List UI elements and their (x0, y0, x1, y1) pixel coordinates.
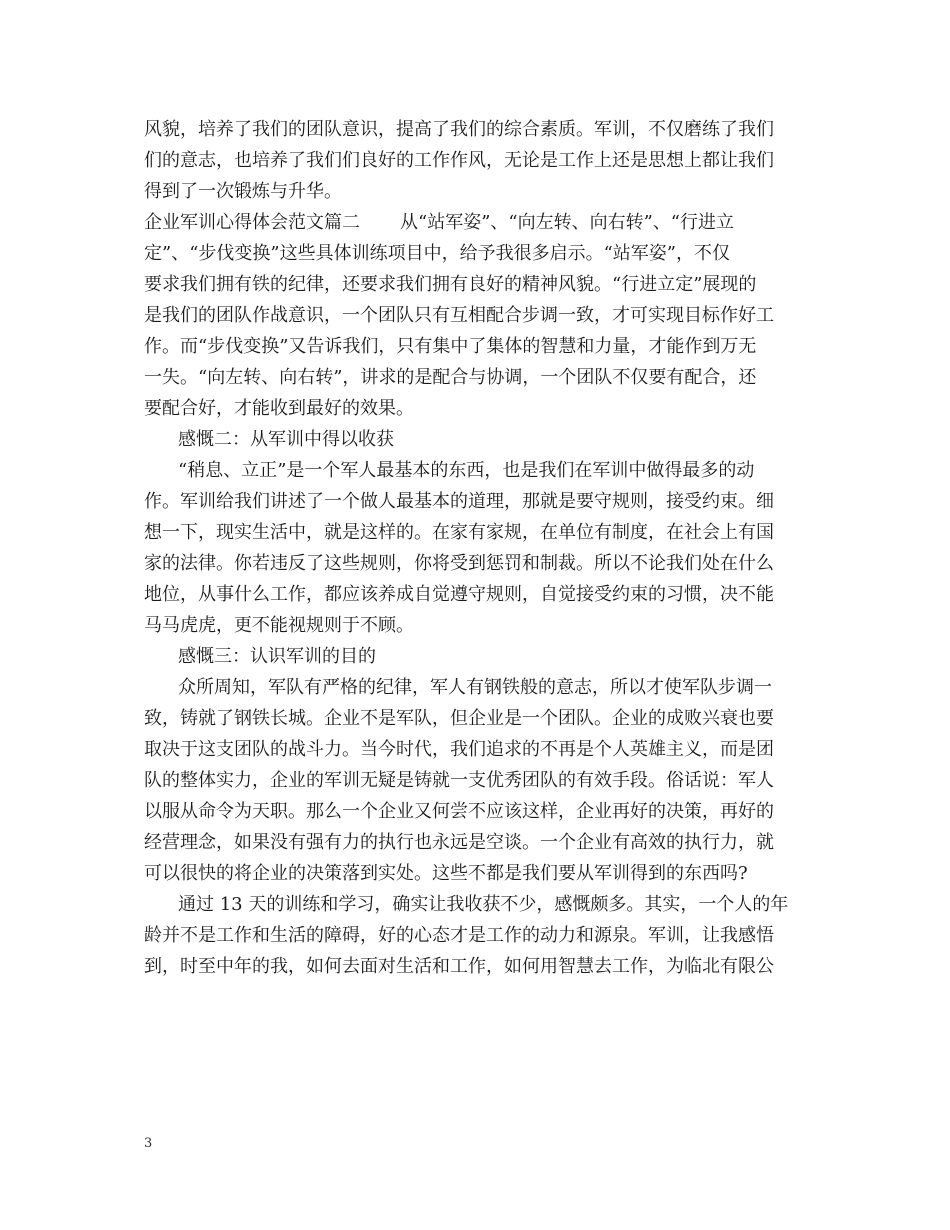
text-line: 众所周知，军队有严格的纪律，军人有钢铁般的意志，所以才使军队步调一 (178, 677, 772, 698)
text-line: 得到了一次锻炼与升华。 (144, 181, 342, 202)
paragraph (144, 889, 816, 982)
paragraph (144, 114, 816, 207)
text-line (144, 207, 816, 238)
text-line: 地位，从事什么工作，都应该养成自觉遵守规则，自觉接受约束的习惯，决不能 (144, 584, 774, 605)
text-line: 马马虎虎，更不能视规则于不顾。 (144, 615, 414, 636)
text-line: 想一下，现实生活中，就是这样的。在家有家规，在单位有制度，在社会上有国 (144, 522, 774, 543)
text-line: “稍息、立正”是一个军人最基本的东西，也是我们在军训中做得最多的动 (178, 460, 755, 481)
text-line: 一失。“向左转、向右转”，讲求的是配合与协调，一个团队不仅要有配合，还 (144, 367, 757, 388)
text-line: 风貌，培养了我们的团队意识，提高了我们的综合素质。军训，不仅磨练了我们 (144, 119, 774, 140)
subheading-text: 感慨三：认识军训的目的 (178, 646, 376, 667)
text-line: 经营理念，如果没有强有力的执行也永远是空谈。一个企业有高效的执行力，就 (144, 832, 774, 853)
text-line: 要求我们拥有铁的纪律，还要求我们拥有良好的精神风貌。“行进立定”展现的 (144, 274, 757, 295)
text-line: 队的整体实力，企业的军训无疑是铸就一支优秀团队的有效手段。俗话说：军人 (144, 770, 774, 791)
paragraph (144, 207, 816, 424)
text-line: 家的法律。你若违反了这些规则，你将受到惩罚和制裁。所以不论我们处在什么 (144, 553, 774, 574)
text-line: 要配合好，才能收到最好的效果。 (144, 398, 414, 419)
text-line: 们的意志，也培养了我们们良好的工作作风，无论是工作上还是思想上都让我们 (144, 150, 774, 171)
subheading (144, 641, 816, 672)
text-line: 作。军训给我们讲述了一个做人最基本的道理，那就是要守规则，接受约束。细 (144, 491, 774, 512)
text-line: 是我们的团队作战意识，一个团队只有互相配合步调一致，才可实现目标作好工 (144, 305, 774, 326)
text-line: 可以很快的将企业的决策落到实处。这些不都是我们要从军训得到的东西吗? (144, 863, 748, 884)
text-line: 以服从命令为天职。那么一个企业又何尝不应该这样，企业再好的决策，再好的 (144, 801, 774, 822)
text-line: 龄并不是工作和生活的障碍，好的心态才是工作的动力和源泉。军训，让我感悟 (144, 925, 774, 946)
document-body (144, 114, 816, 982)
subheading-text: 感慨二：从军训中得以收获 (178, 429, 394, 450)
page-number: 3 (144, 1136, 153, 1151)
section-heading: 企业军训心得体会范文篇二 (144, 212, 360, 233)
text-line: 定”、“步伐变换”这些具体训练项目中，给予我很多启示。“站军姿”，不仅 (144, 243, 731, 264)
text-line: 到，时至中年的我，如何去面对生活和工作，如何用智慧去工作，为临北有限公 (144, 956, 774, 977)
paragraph (144, 672, 816, 889)
text-line-content: 从“站军姿”、“向左转、向右转”、“行进立 (400, 212, 735, 233)
paragraph (144, 455, 816, 641)
text-line: 通过 13 天的训练和学习，确实让我收获不少，感慨颇多。其实，一个人的年 (178, 894, 789, 915)
text-line: 取决于这支团队的战斗力。当今时代，我们追求的不再是个人英雄主义，而是团 (144, 739, 774, 760)
text-line: 致，铸就了钢铁长城。企业不是军队，但企业是一个团队。企业的成败兴衰也要 (144, 708, 774, 729)
subheading (144, 424, 816, 455)
text-line: 作。而“步伐变换”又告诉我们，只有集中了集体的智慧和力量，才能作到万无 (144, 336, 757, 357)
